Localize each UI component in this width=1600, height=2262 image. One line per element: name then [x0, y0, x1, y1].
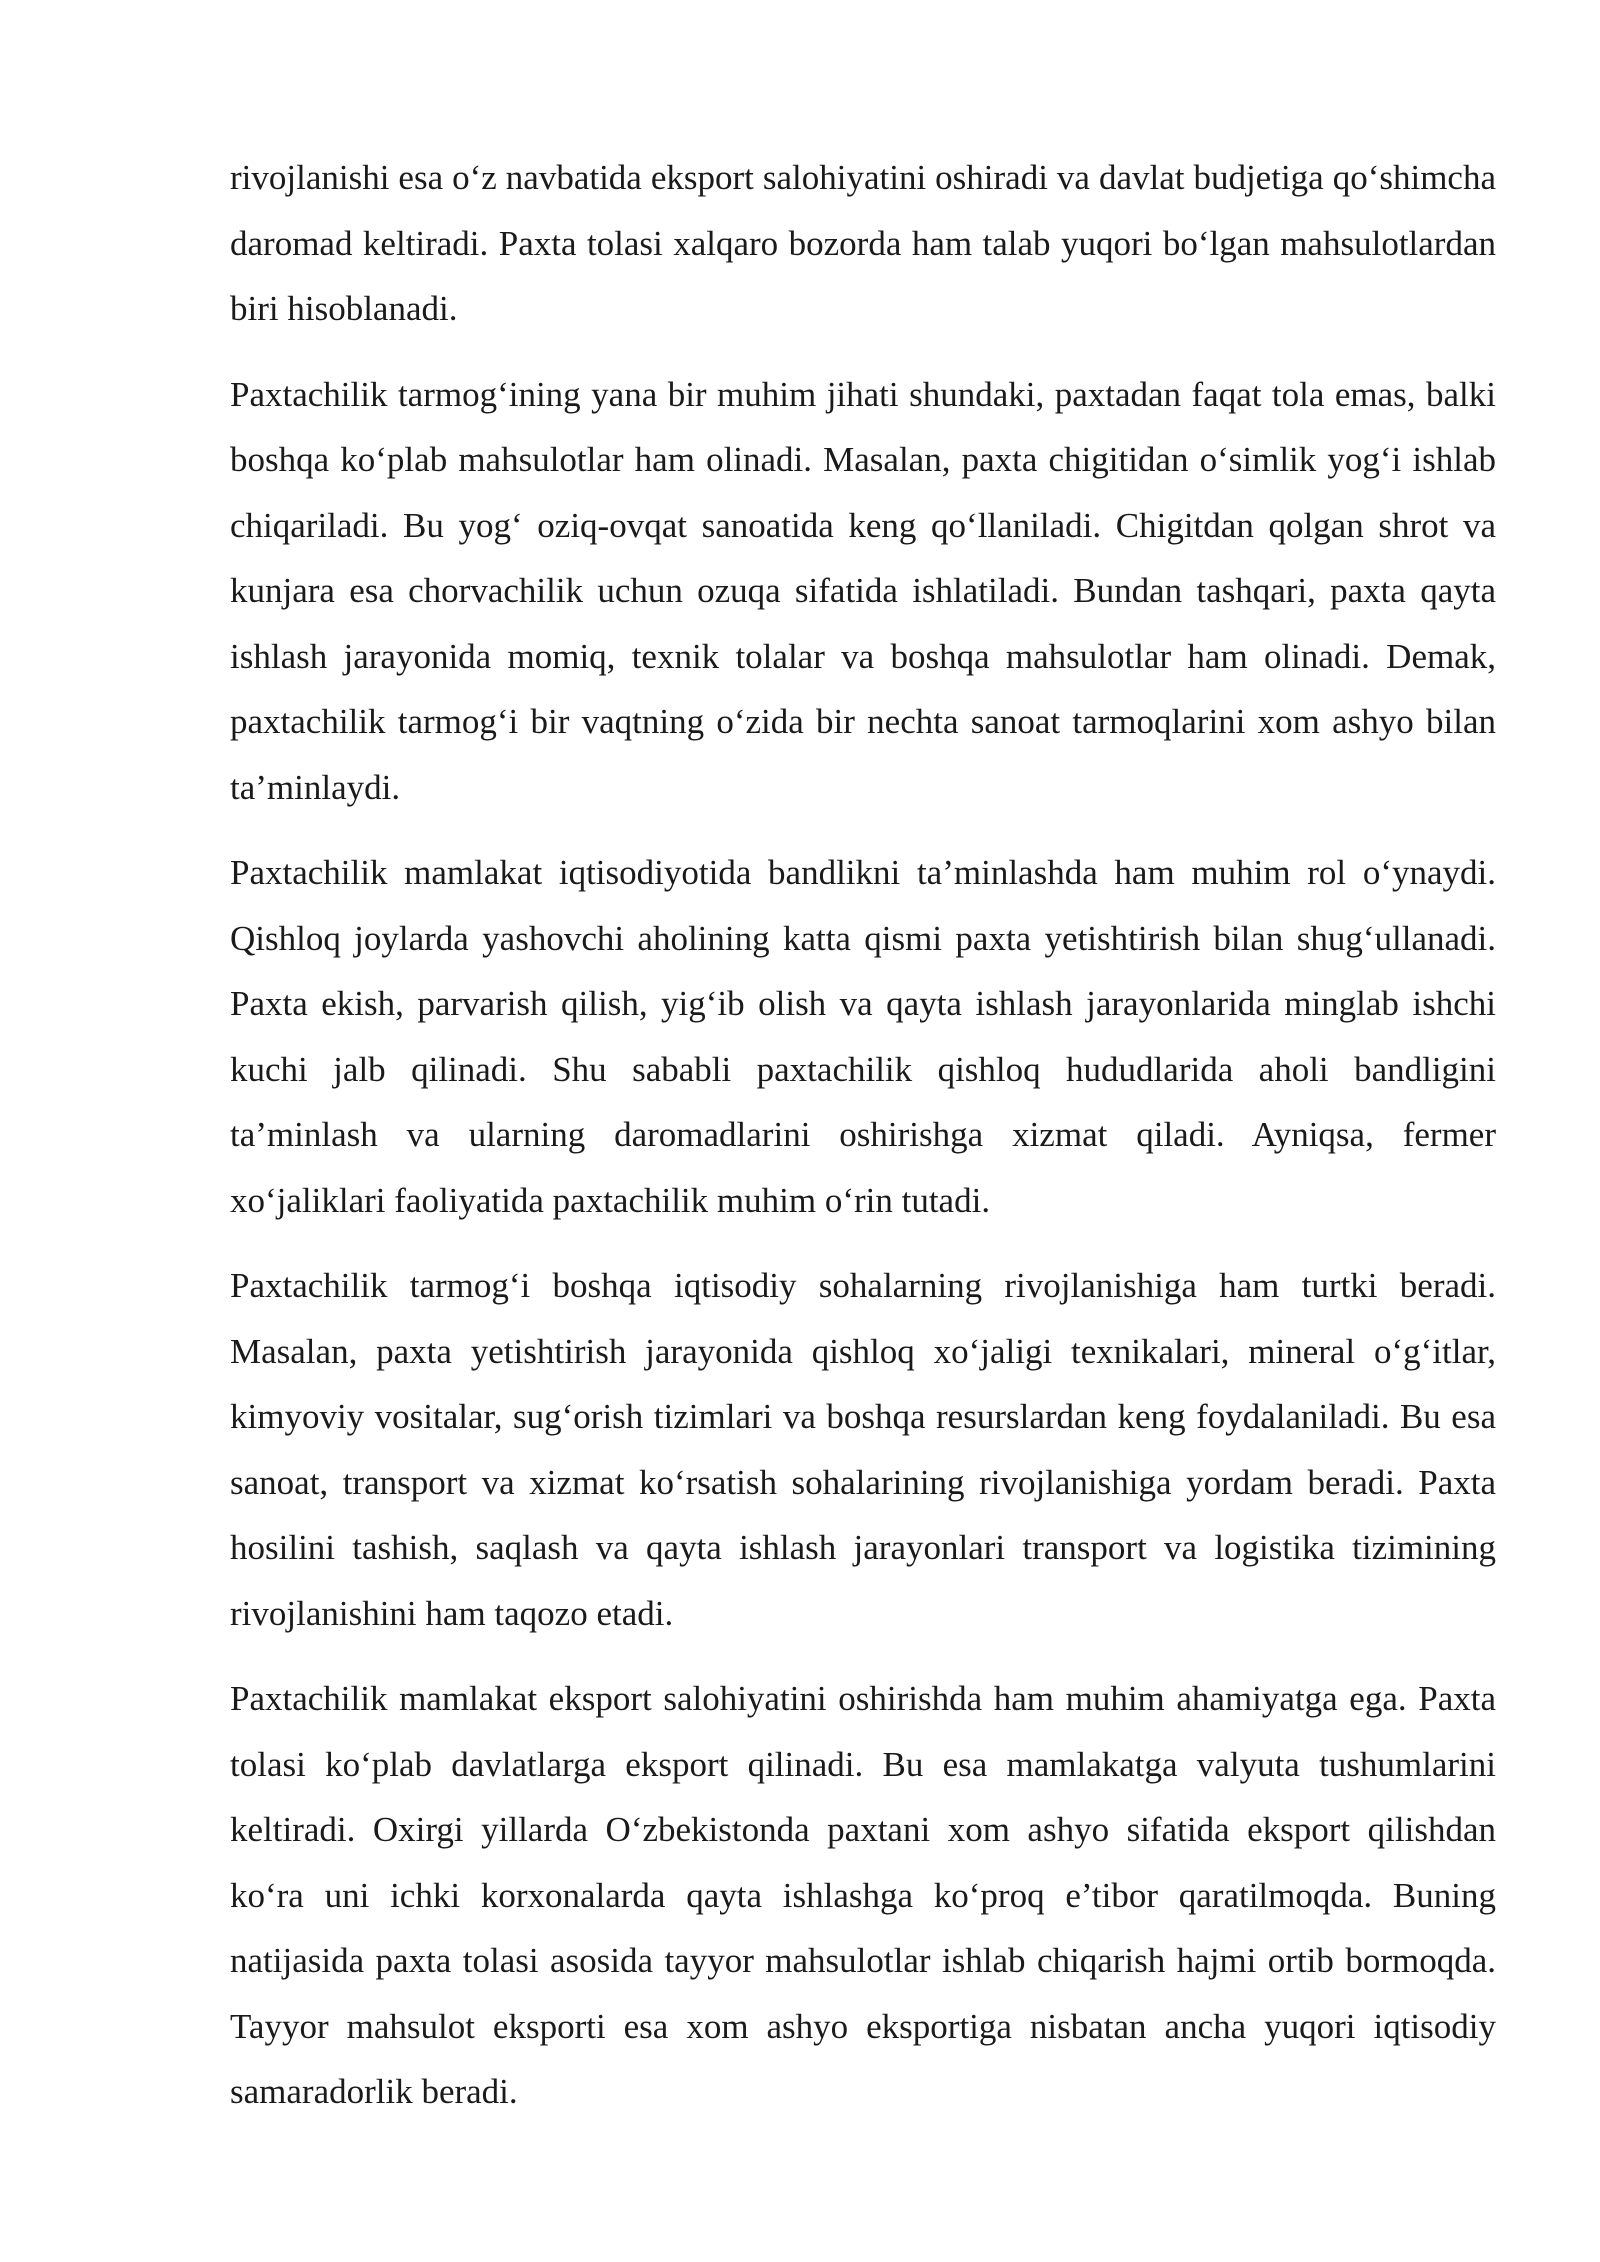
- paragraph: rivojlanishi esa o‘z navbatida eksport salohiyatini oshiradi va davlat budjetiga qo‘shimcha daromad keltiradi. Paxta tolasi xalqaro bozorda ham talab yuqori bo‘lgan mahsulotlardan biri hisoblanadi.: [230, 158, 1496, 328]
- paragraph: Paxtachilik mamlakat eksport salohiyatini oshirishda ham muhim ahamiyatga ega. Paxta tolasi ko‘plab davlatlarga eksport qilinadi. Bu esa mamlakatga valyuta tushumlarini keltiradi. Oxirgi yillarda O‘zbekistonda paxtani xom ashyo sifatida eksport qilishdan ko‘ra uni ichki korxonalarda qayta ishlashga ko‘proq e’tibor qaratilmoqda. Buning natijasida paxta tolasi asosida tayyor mahsulotlar ishlab chiqarish hajmi ortib bormoqda. Tayyor mahsulot eksporti esa xom ashyo eksportiga nisbatan ancha yuqori iqtisodiy samaradorlik beradi.: [230, 1679, 1496, 2111]
- document-body: [230, 145, 1496, 2145]
- paragraph: Paxtachilik tarmog‘ining yana bir muhim jihati shundaki, paxtadan faqat tola emas, balki boshqa ko‘plab mahsulotlar ham olinadi. Masalan, paxta chigitidan o‘simlik yog‘i ishlab chiqariladi. Bu yog‘ oziq-ovqat sanoatida keng qo‘llaniladi. Chigitdan qolgan shrot va kunjara esa chorvachilik uchun ozuqa sifatida ishlatiladi. Bundan tashqari, paxta qayta ishlash jarayonida momiq, texnik tolalar va boshqa mahsulotlar ham olinadi. Demak, paxtachilik tarmog‘i bir vaqtning o‘zida bir nechta sanoat tarmoqlarini xom ashyo bilan ta’minlaydi.: [230, 374, 1496, 807]
- paragraph: Paxtachilik tarmog‘i boshqa iqtisodiy sohalarning rivojlanishiga ham turtki beradi. Masalan, paxta yetishtirish jarayonida qishloq xo‘jaligi texnikalari, mineral o‘g‘itlar, kimyoviy vositalar, sug‘orish tizimlari va boshqa resurslardan keng foydalaniladi. Bu esa sanoat, transport va xizmat ko‘rsatish sohalarining rivojlanishiga yordam beradi. Paxta hosilini tashish, saqlash va qayta ishlash jarayonlari transport va logistika tizimining rivojlanishini ham taqozo etadi.: [230, 1266, 1496, 1633]
- paragraph: Paxtachilik mamlakat iqtisodiyotida bandlikni ta’minlashda ham muhim rol o‘ynaydi. Qishloq joylarda yashovchi aholining katta qismi paxta yetishtirish bilan shug‘ullanadi. Paxta ekish, parvarish qilish, yig‘ib olish va qayta ishlash jarayonlarida minglab ishchi kuchi jalb qilinadi. Shu sababli paxtachilik qishloq hududlarida aholi bandligini ta’minlash va ularning daromadlarini oshirishga xizmat qiladi. Ayniqsa, fermer xo‘jaliklari faoliyatida paxtachilik muhim o‘rin tutadi.: [230, 853, 1496, 1220]
